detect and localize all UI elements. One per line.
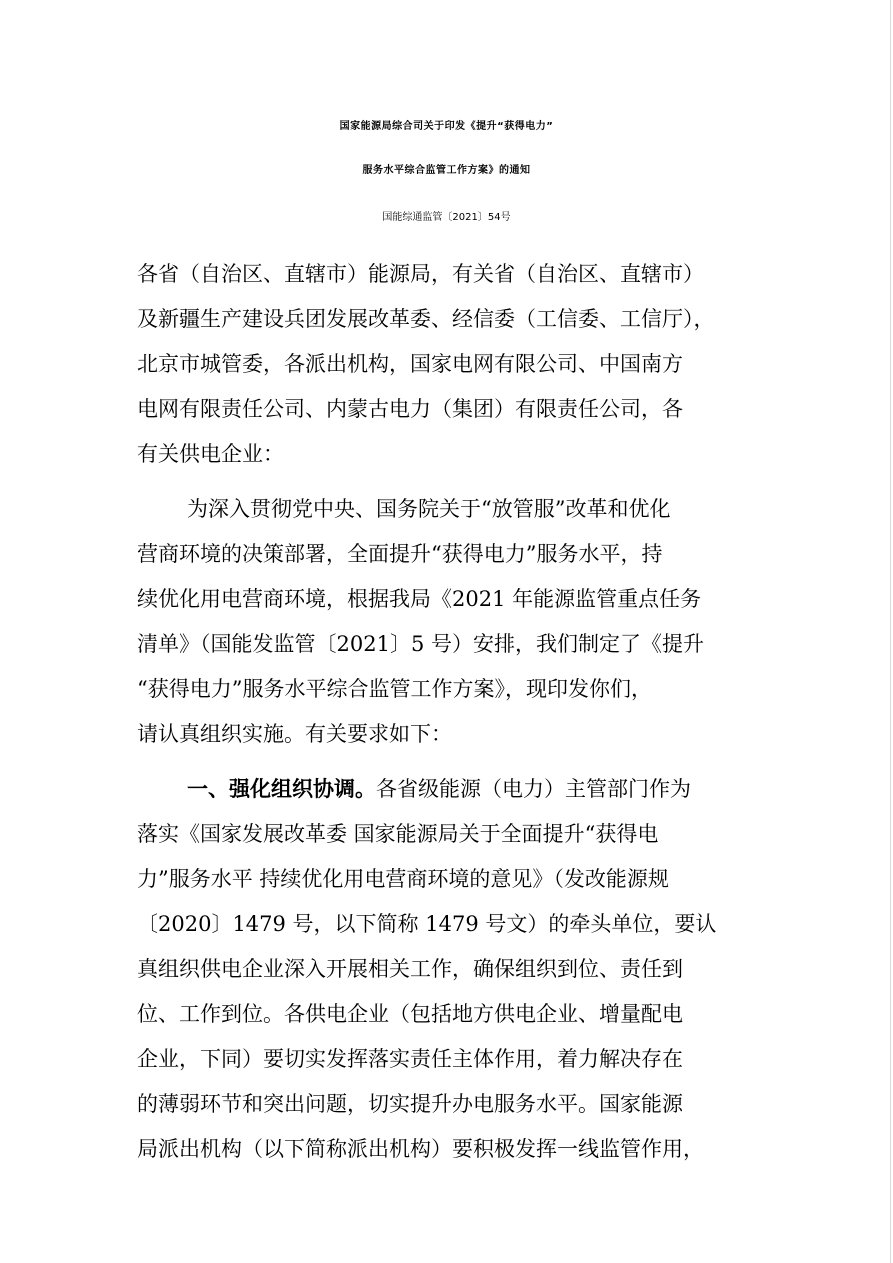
section-1-first-line-text: 各省级能源（电力）主管部门作为: [376, 777, 691, 801]
page-edge-divider: [890, 0, 891, 1263]
intro-line: 续优化用电营商环境，根据我局《2021 年能源监管重点任务: [137, 587, 702, 611]
section-1-line: 企业，下同）要切实发挥落实责任主体作用，着力解决存在: [137, 1047, 683, 1071]
section-1-line: 落实《国家发展改革委 国家能源局关于全面提升“获得电: [137, 822, 659, 846]
document-number: 国能综通监管〔2021〕54号: [382, 212, 511, 223]
section-1-line: 位、工作到位。各供电企业（包括地方供电企业、增量配电: [137, 1002, 683, 1026]
intro-line: 营商环境的决策部署，全面提升“获得电力”服务水平，持: [137, 542, 663, 566]
intro-line: 为深入贯彻党中央、国务院关于“放管服”改革和优化: [187, 497, 671, 521]
document-title-line-2: 服务水平综合监管工作方案》的通知: [362, 165, 531, 176]
intro-line: 请认真组织实施。有关要求如下：: [137, 722, 452, 746]
section-1-line: 真组织供电企业深入开展相关工作，确保组织到位、责任到: [137, 957, 683, 981]
addressee-line: 及新疆生产建设兵团发展改革委、经信委（工信委、工信厅），: [137, 307, 715, 331]
addressee-line: 有关供电企业：: [137, 442, 284, 466]
section-1-line: 的薄弱环节和突出问题，切实提升办电服务水平。国家能源: [137, 1092, 683, 1116]
section-1-first-line: [187, 777, 691, 801]
intro-line: 清单》（国能发监管〔2021〕5 号）安排，我们制定了《提升: [137, 632, 704, 656]
document-title-line-1: 国家能源局综合司关于印发《提升“获得电力”: [339, 121, 554, 132]
section-1-heading: 一、强化组织协调。: [187, 777, 376, 801]
section-1-line: 力”服务水平 持续优化用电营商环境的意见》（发改能源规: [137, 867, 669, 891]
section-1-line: 〔2020〕1479 号，以下简称 1479 号文）的牵头单位，要认: [137, 912, 717, 936]
addressee-line: 电网有限责任公司、内蒙古电力（集团）有限责任公司，各: [137, 397, 683, 421]
intro-line: “获得电力”服务水平综合监管工作方案》，现印发你们，: [137, 677, 652, 701]
addressee-line: 各省（自治区、直辖市）能源局，有关省（自治区、直辖市）: [137, 262, 704, 286]
section-1-line: 局派出机构（以下简称派出机构）要积极发挥一线监管作用，: [137, 1137, 704, 1161]
addressee-line: 北京市城管委，各派出机构，国家电网有限公司、中国南方: [137, 352, 683, 376]
